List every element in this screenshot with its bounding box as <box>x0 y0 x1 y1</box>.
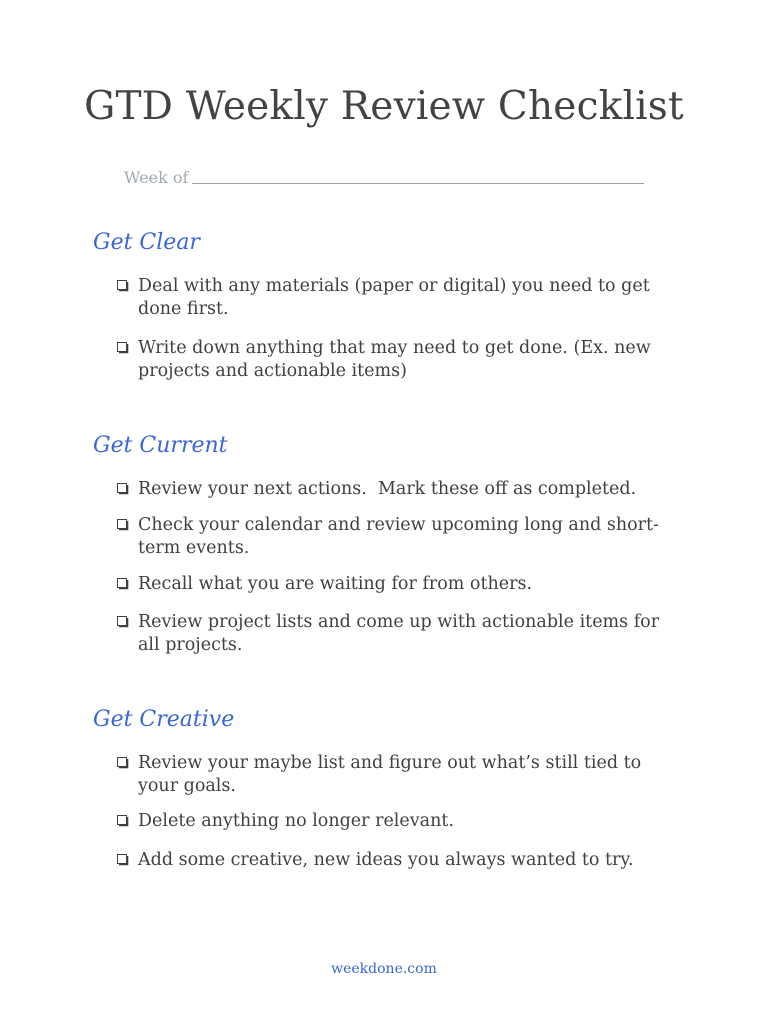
checklist-item <box>117 514 662 560</box>
checkbox-icon[interactable] <box>117 342 129 354</box>
footer-link-weekdone[interactable]: weekdone.com <box>331 961 437 977</box>
checklist-item <box>117 573 662 596</box>
checklist-item-text: Write down anything that may need to get done. (Ex. new projects and actionable items) <box>138 338 651 381</box>
checklist-item-text: Review project lists and come up with actionable items for all projects. <box>138 612 660 655</box>
page-title: GTD Weekly Review Checklist <box>84 84 684 129</box>
checklist-item <box>117 810 662 833</box>
checklist-item-text: Review your maybe list and figure out what’s still tied to your goals. <box>138 753 642 796</box>
checkbox-icon[interactable] <box>117 280 129 292</box>
checkbox-icon[interactable] <box>117 757 129 769</box>
checklist-item <box>117 752 662 798</box>
section-heading-get-creative: Get Creative <box>93 707 235 732</box>
checklist-item-text: Review your next actions. Mark these off as completed. <box>138 479 637 499</box>
checklist-item-text: Recall what you are waiting for from others. <box>138 574 533 594</box>
checklist-item-text: Deal with any materials (paper or digital) you need to get done first. <box>138 276 650 319</box>
section-heading-get-clear: Get Clear <box>93 230 200 255</box>
checklist-item-text: Add some creative, new ideas you always wanted to try. <box>138 850 634 870</box>
checklist-item <box>117 611 662 657</box>
week-of-row <box>124 164 644 188</box>
week-of-label: Week of <box>124 168 189 187</box>
checkbox-icon[interactable] <box>117 616 129 628</box>
checkbox-icon[interactable] <box>117 578 129 590</box>
checklist-item-text: Check your calendar and review upcoming long and short-term events. <box>138 515 659 558</box>
checkbox-icon[interactable] <box>117 815 129 827</box>
checklist-item <box>117 275 662 321</box>
checkbox-icon[interactable] <box>117 483 129 495</box>
checklist-item <box>117 849 662 872</box>
checklist-item <box>117 478 662 501</box>
checkbox-icon[interactable] <box>117 519 129 531</box>
section-heading-get-current: Get Current <box>93 433 228 458</box>
checklist-item-text: Delete anything no longer relevant. <box>138 811 454 831</box>
checkbox-icon[interactable] <box>117 854 129 866</box>
week-of-line <box>192 183 644 184</box>
checklist-item <box>117 337 662 383</box>
